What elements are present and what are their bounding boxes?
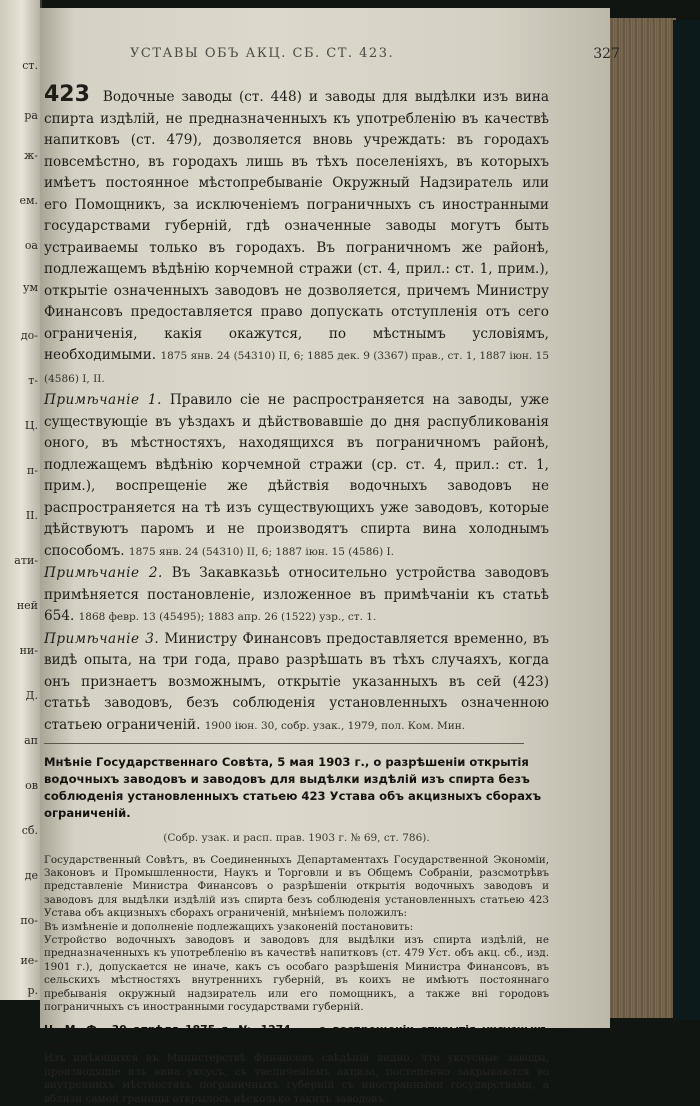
left-fragment: Ц.: [24, 419, 38, 432]
left-fragment: по-: [20, 914, 38, 927]
article-number: 423: [44, 82, 90, 107]
note-2-label: Примѣчаніе 2.: [44, 565, 163, 581]
left-fragment: ати-: [14, 554, 38, 567]
note-2-source: 1868 февр. 13 (45495); 1883 апр. 26 (1522) узр., ст. 1.: [78, 611, 377, 623]
note-2: [44, 563, 549, 629]
note-3-text: Министру Финансовъ предоставляется временно, въ видѣ опыта, на три года, право разрѣшать въ тѣхъ случаяхъ, когда онъ признаетъ возможнымъ, открытіе указанныхъ въ сей (423) статьѣ заводовъ, безъ соблюденія установленныхъ означенною статьею ограниченій.: [44, 630, 549, 733]
left-fragment: ем.: [19, 194, 38, 207]
running-head: [130, 46, 620, 62]
note-1: [44, 390, 549, 563]
note-2-text: Въ Закавказьѣ относительно устройства заводовъ примѣняется постановленіе, изложенное въ примѣчаніи къ статьѣ 654.: [44, 565, 549, 624]
decree-item: Въ измѣненіе и дополненіе подлежащихъ узаконеній постановить:: [44, 920, 414, 933]
note-1-label: Примѣчаніе 1.: [44, 392, 162, 408]
circular-heading: Ц. М. Ф., 30 апрѣля 1875 г. № 1274, — о воспрещеніи открытія уксусныхъ заводовъ въ 21 верстной полосѣ отъ границы.: [44, 1023, 549, 1052]
left-fragment: ов: [25, 779, 38, 792]
circular-body: [44, 1052, 549, 1106]
article-source: 1875 янв. 24 (54310) II, 6; 1885 дек. 9 (3367) прав., ст. 1, 1887 іюн. 15 (4586) I, II.: [44, 350, 550, 385]
note-3-source: 1900 іюн. 30, собр. узак., 1979, пол. Ком. Мин.: [204, 719, 466, 732]
left-fragment: Д.: [25, 689, 38, 702]
left-fragment: ие-: [20, 954, 38, 967]
note-3: [44, 629, 549, 738]
left-fragment: р.: [27, 984, 38, 997]
left-fragment: ум: [22, 281, 38, 294]
left-fragment: оа: [24, 239, 38, 252]
decree-source: (Собр. узак. и расп. прав. 1903 г. № 69, ст. 786).: [163, 832, 430, 844]
note-1-source: 1875 янв. 24 (54310) II, 6; 1887 іюн. 15 (4586) I.: [128, 545, 395, 558]
decree-heading: Мнѣніе Государственнаго Совѣта, 5 мая 1903 г., о разрѣшеніи открытія водочныхъ заводовъ и заводовъ для выдѣлки издѣлій изъ спирта безъ соблюденія установленныхъ статьею 423 Устава объ акцизныхъ сборахъ ограниченій.: [44, 755, 542, 820]
left-fragment: ап: [24, 734, 38, 747]
left-fragment: ра: [24, 109, 38, 122]
article-text: Водочные заводы (ст. 448) и заводы для выдѣлки изъ вина спирта издѣлій, не предназначенныхъ къ употребленію въ качествѣ напитковъ (ст. 479), дозволяется вновь учреждать: въ городахъ повсемѣстно, въ городахъ лишь въ тѣхъ поселеніяхъ, въ которыхъ имѣетъ постоянное мѣстопребываніе Окружный Надзиратель или его Помощникъ, за исключеніемъ пограничныхъ съ иностранными государствами губерній, гдѣ означенные заводы могутъ быть устраиваемы только въ городахъ. Въ пограничномъ же районѣ, подлежащемъ вѣдѣнію корчемной стражи (ст. 4, прил.: ст. 1, прим.), открытіе означенныхъ заводовъ не дозволяется, причемъ Министру Финансовъ предоставляется право допускать отступленія отъ сего ограниченія, какія окажутся, по мѣстнымъ условіямъ, необходимыми.: [44, 89, 549, 363]
note-1-text: Правило сіе не распространяется на заводы, уже существующіе въ уѣздахъ и дѣйствовавшіе до дня распубликованія оного, въ мѣстностяхъ, находящихся въ пограничномъ районѣ, подлежащемъ вѣдѣнію корчемной стражи (ср. ст. 4, прил.: ст. 1, прим.), воспрещеніе же дѣйствія водочныхъ заводовъ не распространяется на тѣ изъ существующихъ уже заводовъ, которые дѣйствуютъ паромъ и не производятъ спирта вина холоднымъ способомъ.: [44, 392, 549, 559]
section-divider: [44, 743, 524, 744]
left-fragment: сб.: [21, 824, 38, 837]
left-fragment: ни-: [19, 644, 38, 657]
decree-text: Государственный Совѣтъ, въ Соединенныхъ Департаментахъ Государственной Экономіи, Законовъ и Промышленности, Наукъ и Торговли и въ Общемъ Собраніи, разсмотрѣвъ представленіе Министра Финансовъ о разрѣшеніи открытія водочныхъ заводовъ и заводовъ для выдѣлки издѣлій изъ спирта безъ соблюденія установленныхъ статьею 423 Устава объ акцизныхъ сборахъ ограниченій, мнѣніемъ положилъ:: [44, 853, 549, 920]
left-fragment: ж-: [24, 149, 38, 162]
book-page: [40, 8, 620, 1105]
article-423: [44, 84, 549, 390]
left-fragment: до-: [20, 329, 38, 342]
circular-text: Изъ имѣющихся въ Министерствѣ Финансовъ свѣдѣній видно, что уксусные заводы, производящіе изъ вина уксусъ, съ увеличеніемъ акциза, постепенно закрываются во внутреннихъ мѣстностяхъ пограничныхъ губерній съ иностранными государствами, а вблизи самой границы открылось нѣсколько такихъ заводовъ.: [44, 1052, 549, 1105]
left-fragment: II.: [25, 509, 38, 522]
note-3-label: Примѣчаніе 3.: [44, 630, 160, 647]
book-page-edges: [605, 18, 676, 1018]
left-fragment: п-: [26, 464, 38, 477]
page-number: 327: [593, 46, 620, 62]
left-fragment: ней: [16, 599, 38, 612]
left-fragment: де: [24, 869, 38, 882]
page-body: [44, 84, 549, 1106]
running-head-text: УСТАВЫ ОБЪ АКЦ. СБ. СТ. 423.: [130, 46, 395, 61]
left-fragment: т-: [28, 374, 38, 387]
left-fragment: ст.: [22, 59, 38, 72]
decree-body: [44, 854, 549, 1015]
background-shadow: [673, 20, 700, 1020]
left-page-edge: [0, 0, 42, 1000]
decree-item-2: Устройство водочныхъ заводовъ и заводовъ для выдѣлки изъ спирта издѣлій, не предназначенныхъ къ употребленію въ качествѣ напитковъ (ст. 479 Уст. объ акц. сб., изд. 1901 г.), допускается не иначе, какъ съ особаго разрѣшенія Министра Финансовъ, въ сельскихъ мѣстностяхъ внутреннихъ губерній, въ коихъ не имѣютъ постояннаго пребыванія окружный надзиратель или его помощникъ, а также вні городовъ пограничныхъ съ иностранными государствами губерній.: [44, 933, 549, 1013]
